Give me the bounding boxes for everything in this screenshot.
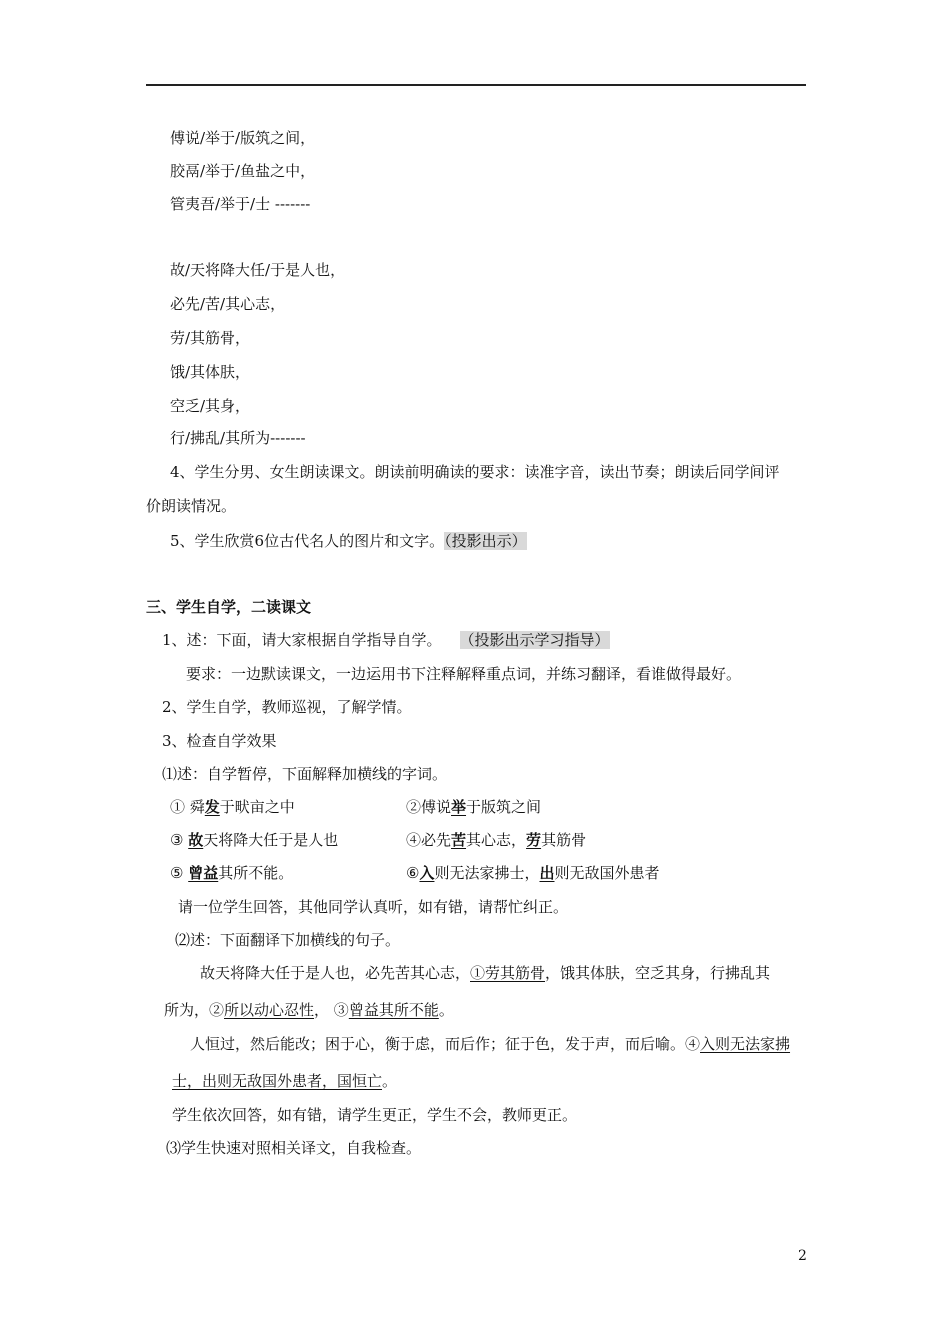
step-5-text: 5、学生欣赏6位古代名人的图片和文字。（投影出示） [170, 532, 527, 550]
verse-line-7: 饿/其体肤， [170, 363, 251, 381]
step-4-text: 4、学生分男、女生朗读课文。朗读前明确读的要求：读准字音，读出节奏；朗读后同学间评 [170, 463, 780, 481]
word-item-3: ③ 故天将降大任于是人也 [170, 831, 339, 849]
verse-line-6: 劳/其筋骨， [170, 329, 251, 347]
passage-line-3: 人恒过，然后能改；困于心，衡于虑，而后作；征于色，发于声，而后喻。④入则无法家拂 [190, 1035, 791, 1053]
word-item-2: ②傅说举于版筑之间 [406, 798, 542, 816]
verse-line-1: 傅说/举于/版筑之间， [170, 129, 316, 147]
question-2: ⑵述：下面翻译下加横线的句子。 [175, 931, 401, 949]
verse-line-5: 必先/苦/其心志， [170, 295, 286, 313]
verse-line-2: 胶鬲/举于/鱼盐之中， [170, 162, 316, 180]
step-4-text-cont: 价朗读情况。 [146, 497, 237, 515]
projection-note: （投影出示） [444, 532, 527, 550]
section-3-heading: 三、学生自学，二读课文 [146, 598, 312, 616]
task-2: 2、学生自学，教师巡视，了解学情。 [162, 698, 412, 716]
task-1: 1、述：下面，请大家根据自学指导自学。 （投影出示学习指导） [162, 631, 610, 649]
task-3: 3、检查自学效果 [162, 732, 277, 750]
word-item-4: ④必先苦其心志，劳其筋骨 [406, 831, 587, 849]
word-item-6: ⑥入则无法家拂士，出则无敌国外患者 [406, 864, 660, 882]
passage-line-4: 士，出则无敌国外患者，国恒亡。 [172, 1072, 398, 1090]
projection-note-guide: （投影出示学习指导） [459, 631, 610, 649]
header-rule [146, 84, 806, 86]
verse-line-3: 管夷吾/举于/士 ------- [170, 195, 311, 213]
question-3: ⑶学生快速对照相关译文，自我检查。 [166, 1139, 422, 1157]
word-item-1: ① 舜发于畎亩之中 [170, 798, 295, 816]
verse-line-9: 行/拂乱/其所为------- [170, 429, 306, 447]
verse-line-4: 故/天将降大任/于是人也， [170, 261, 346, 279]
passage-line-1: 故天将降大任于是人也，必先苦其心志，①劳其筋骨，饿其体肤，空乏其身，行拂乱其 [200, 964, 771, 982]
answer-procedure: 学生依次回答，如有错，请学生更正，学生不会，教师更正。 [172, 1106, 578, 1124]
question-1: ⑴述：自学暂停，下面解释加横线的字词。 [162, 765, 448, 783]
word-item-5: ⑤ 曾益其所不能。 [170, 864, 294, 882]
verse-line-8: 空乏/其身， [170, 397, 251, 415]
passage-line-2: 所为，②所以动心忍性， ③曾益其所不能。 [164, 1001, 454, 1019]
requirement: 要求：一边默读课文，一边运用书下注释解释重点词，并练习翻译，看谁做得最好。 [186, 665, 742, 683]
page-number: 2 [798, 1248, 807, 1264]
answer-instruction: 请一位学生回答，其他同学认真听，如有错，请帮忙纠正。 [178, 898, 569, 916]
